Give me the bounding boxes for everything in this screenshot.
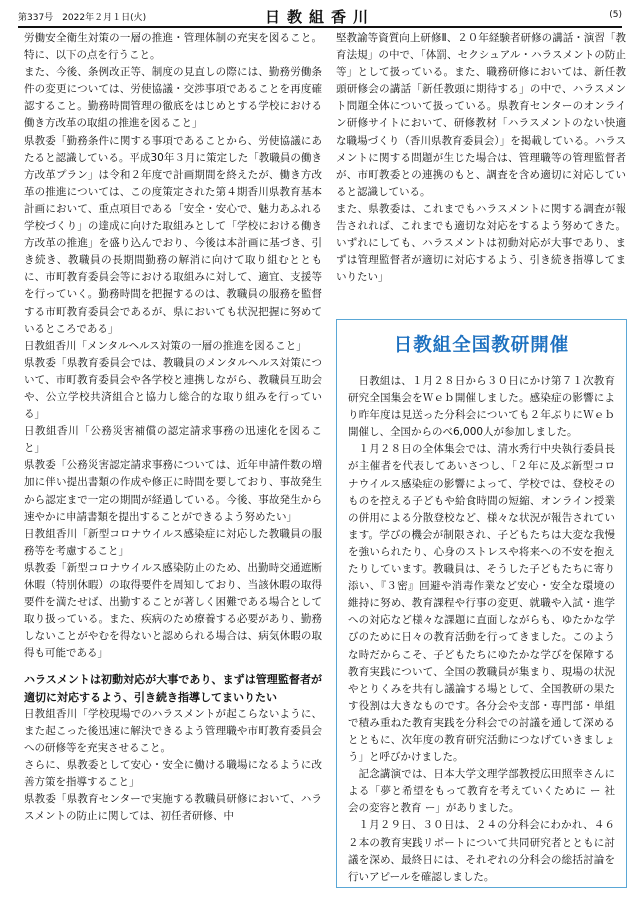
paragraph: 堅教諭等資質向上研修Ⅱ、２０年経験者研修の講話・演習「教育法規」の中で、「体罰、セクシュアル・ハラスメントの防止等」として扱っている。また、職務研修においては、新任教頭研修会の講話「新任教頭に期待する」の中で、ハラスメント問題全体について扱っている。県教育センターのオンライン研修サイトにおいて、研修教材「ハラスメントのない快適な職場づくり（香川県教育委員会）」を掲載している。ハラスメントに関する問題が生じた場合は、管理職等の管理監督者が、市町教委との連携のもと、調査を含め適切に対応していると認識している。 [336,32,626,198]
paragraph: 日教組香川「学校現場でのハラスメントが起こらないように、また起こった後迅速に解決できるよう管理職や市町教育委員会への研修等を充実させること。 [24,707,322,754]
newsletter-title: 日教組香川 [264,8,375,26]
page-number: (5) [609,10,622,20]
box-body [348,373,615,886]
paragraph: 県教委「県教育センターで実施する教職員研修において、ハラスメントの防止に関しては、初任者研修、中 [24,793,322,823]
paragraph: 県教委「勤務条件に関する事項であることから、労使協議にあたると認識している。平成30年３月に策定した「教職員の働き方改革プラン」は令和２年度で計画期間を終えたが、働き方改革の推進については、この度策定された第４期香川県教育基本計画において、重点項目である「安全・安心で、魅力あふれる学校づくり」の達成に向けた取組みとして「学校における働き方改革の推進」を盛り込んでおり、今後は本計画に基づき、引き続き、教職員の長期間勤務の解消に向けて取り組むとともに、市町教育委員会等における取組みに対して、適宜、支援等を行っていく。勤務時間を把握するのは、教職員の服務を監督する市町教育委員会であるが、県においても状況把握に努めているところである」 [24,134,322,335]
right-column [336,30,626,286]
paragraph: また、県教委は、これまでもハラスメントに関する調査が報告されれば、これまでも適切な対応をするよう努めてきた。いずれにしても、ハラスメントは初動対応が大事であり、まずは管理監督者が適切に対応するよう、引き続き指導してまいりたい」 [336,202,626,284]
paragraph: 県教委「県教育委員会では、教職員のメンタルヘルス対策について、市町教育委員会や各学校と連携しながら、教職員互助会や、公立学校共済組合と協力し総合的な取り組みを行っている」 [24,356,322,421]
box-title: 日教組全国教研開催 [393,335,570,356]
issue-date: 第337号 2022年２月１日(火) [18,13,147,23]
paragraph: さらに、県教委として安心・安全に働ける職場になるように改善方策を指導すること」 [24,758,322,789]
paragraph: 県教委「新型コロナウイルス感染防止のため、出勤時交通遮断休暇（特別休暇）の取得要件を周知しており、当該休暇の取得要件を満たせば、出勤することが著しく困難である場合として取り扱っている。また、疾病のため療養する必要があり、勤務しないことがやむを得ないと認められる場合は、病気休暇の取得も可能である」 [24,561,322,660]
paragraph: 記念講演では、日本大学文理学部教授広田照幸さんによる「夢と希望をもって教育を考えていくために ー 社会の変容と教育 ー」がありました。 [348,768,615,815]
paragraph: 県教委「公務災害認定請求事務については、近年申請件数の増加に伴い提出書類の作成や修正に時間を要しており、事故発生から認定まで一定の期間が経過している。今後、事故発生から速やかに申請書類を提出することができるよう努めたい」 [24,459,322,523]
left-column [24,30,322,825]
paragraph: １月２９日、３０日は、２４の分科会にわかれ、４６２本の教育実践リポートについて共同研究者とともに討議を深め、最終日には、それぞれの分科会の総括討論を行いアピールを確認しました。 [348,819,615,883]
paragraph: 労働安全衛生対策の一層の推進・管理体制の充実を図ること。特に、以下の点を行うこと。 [24,32,322,62]
page-header [18,6,622,28]
paragraph: １月２８日の全体集会では、清水秀行中央執行委員長が主催者を代表してあいさつし、「２年に及ぶ新型コロナウイルス感染症の影響によって、学校では、登校そのものを控える子どもや給食時間の短縮、オンライン授業の併用による分散登校など、様々な状況が報告されています。学びの機会が制限され、子どもたちは大変な我慢を強いられたり、心身のストレスや将来への不安を抱えたりしています。教職員は、そうした子どもたちに寄り添い、『３密』回避や消毒作業など安心・安全な環境の維持に努め、教育課程や行事の変更、就職や入試・進学への対応など様々な課題に直面しながらも、ゆたかな学びのために日々の教育活動を行ってきました。このような時だからこそ、子どもたちにゆたかな学びを保障する教育実践について、全国の教職員が集まり、現場の状況やとりくみを共有し議論する場として、全国教研の果たす役割は大きなものです。各分会や支部・専門部・単組で積み重ねた教育実践を分科会での討議を通して深めるとともに、次年度の教育研究活動につなげていきましょう」と呼びかけました。 [348,443,615,764]
paragraph: 日教組香川「新型コロナウイルス感染症に対応した教職員の服務等を考慮すること」 [24,527,322,557]
section-headline: ハラスメントは初動対応が大事であり、まずは管理監督者が適切に対応するよう、引き続き指導してまいりたい [24,673,322,704]
paragraph: 日教組香川「公務災害補償の認定請求事務の迅速化を図ること」 [24,425,322,455]
conference-news-box [336,319,627,888]
paragraph: 日教組は、１月２８日から３０日にかけ第７１次教育研究全国集会をＷｅｂ開催しました。感染症の影響により昨年度は見送った分科会についても２年ぶりにＷｅｂ開催し、全国からのべ6,000人が参加しました。 [348,375,615,439]
paragraph: また、今後、条例改正等、制度の見直しの際には、勤務労働条件の変更については、労使協議・交渉事項であることを再度確認すること。勤務時間管理の徹底をはじめとする学校における働き方改革の取組の推進を図ること」 [24,66,322,130]
paragraph: 日教組香川「メンタルヘルス対策の一層の推進を図ること」 [24,339,307,352]
